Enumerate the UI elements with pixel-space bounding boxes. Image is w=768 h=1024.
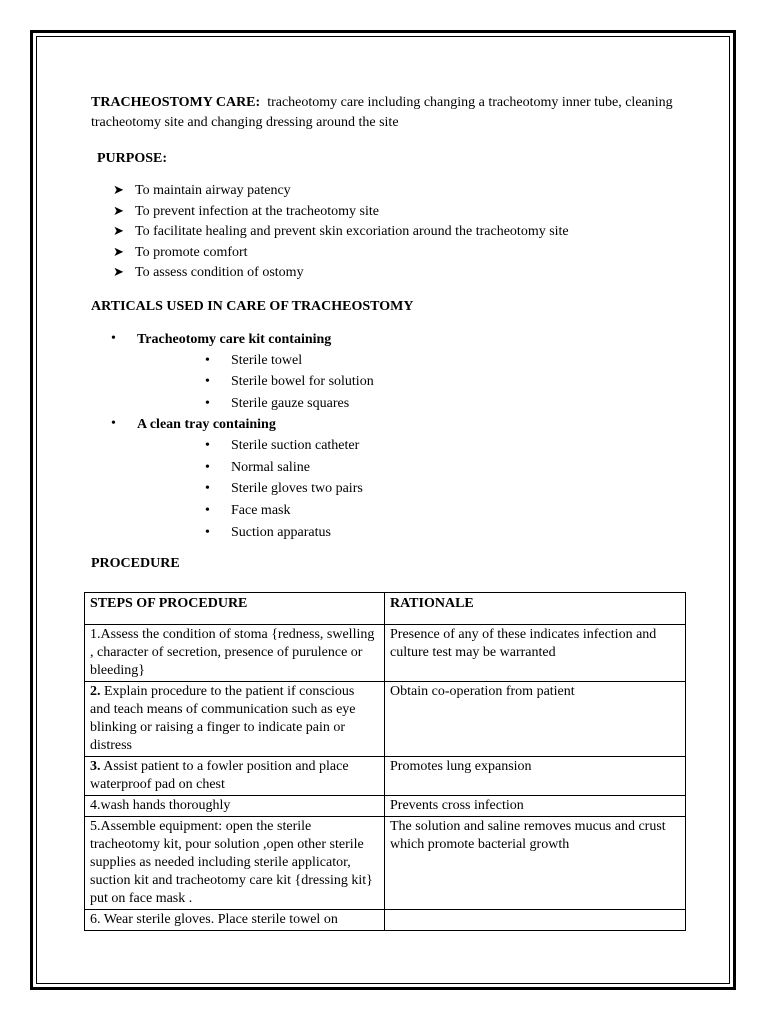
bullet-dot-icon: • [111, 416, 116, 432]
list-item-text: To assess condition of ostomy [135, 265, 304, 280]
table-row [85, 796, 686, 817]
document-body [91, 93, 691, 574]
list-item-text: To prevent infection at the tracheotomy site [135, 203, 379, 219]
intro-text: tracheotomy care including changing a tracheotomy inner tube, cleaning tracheotomy site and changing dressing around the site [91, 95, 673, 130]
step-cell [85, 625, 385, 682]
step-cell [85, 910, 385, 931]
list-item [205, 350, 691, 372]
articles-group [111, 329, 691, 415]
step-text: 4.wash hands thoroughly [90, 798, 231, 813]
articles-group-heading: Tracheotomy care kit containing [137, 331, 332, 347]
step-cell [85, 817, 385, 910]
list-item [113, 202, 691, 223]
column-header-rationale: RATIONALE [385, 593, 686, 625]
bullet-dot-icon: • [205, 352, 210, 368]
articles-sublist [205, 435, 691, 543]
list-item-text: Face mask [231, 503, 291, 519]
list-item [205, 435, 691, 457]
list-item-text: To promote comfort [135, 244, 248, 260]
table-row [85, 682, 686, 757]
list-item [205, 457, 691, 479]
articles-sublist [205, 350, 691, 415]
rationale-cell: Promotes lung expansion [385, 757, 686, 796]
step-text: Assist patient to a fowler position and place waterproof pad on chest [90, 759, 349, 792]
bullet-dot-icon: • [205, 503, 210, 519]
articles-list [111, 329, 691, 544]
bullet-dot-icon: • [111, 330, 116, 346]
step-number: 3. [90, 759, 101, 774]
list-item [205, 500, 691, 522]
arrow-bullet-icon: ➤ [113, 244, 124, 260]
list-item-text: Suction apparatus [231, 524, 331, 540]
table-header-row [85, 593, 686, 625]
step-number: 2. [90, 684, 101, 699]
rationale-cell: Obtain co-operation from patient [385, 682, 686, 757]
table-row [85, 757, 686, 796]
intro-heading: TRACHEOSTOMY CARE: [91, 95, 261, 110]
arrow-bullet-icon: ➤ [113, 265, 124, 280]
list-item [113, 181, 691, 202]
rationale-cell: Presence of any of these indicates infection and culture test may be warranted [385, 625, 686, 682]
bullet-dot-icon: • [205, 524, 210, 540]
table-row [85, 910, 686, 931]
bullet-dot-icon: • [205, 374, 210, 390]
list-item [205, 371, 691, 393]
step-text: 5.Assemble equipment: open the sterile tracheotomy kit, pour solution ,open other sterile supplies as needed including sterile applicator, suction kit and tracheotomy care kit {dressing kit} put on face mask . [90, 819, 373, 906]
bullet-dot-icon: • [205, 395, 210, 411]
list-item-text: Sterile bowel for solution [231, 374, 374, 390]
articles-group [111, 414, 691, 543]
intro-paragraph [91, 93, 691, 133]
list-item [113, 222, 691, 243]
step-cell [85, 757, 385, 796]
arrow-bullet-icon: ➤ [113, 224, 124, 239]
list-item [205, 522, 691, 544]
step-text: 1.Assess the condition of stoma {redness, swelling , character of secretion, presence of purulence or bleeding} [90, 627, 375, 678]
list-item [205, 393, 691, 415]
list-item-text: Normal saline [231, 459, 310, 475]
list-item-text: To facilitate healing and prevent skin excoriation around the tracheotomy site [135, 224, 569, 239]
rationale-cell: The solution and saline removes mucus and crust which promote bacterial growth [385, 817, 686, 910]
list-item-text: Sterile gloves two pairs [231, 481, 363, 497]
purpose-heading: PURPOSE: [97, 151, 167, 166]
step-cell [85, 796, 385, 817]
list-item-text: Sterile gauze squares [231, 395, 350, 411]
arrow-bullet-icon: ➤ [113, 183, 124, 198]
bullet-dot-icon: • [205, 459, 210, 475]
procedure-table [84, 592, 686, 931]
table-row [85, 625, 686, 682]
step-text: Explain procedure to the patient if conscious and teach means of communication such as eye blinking or raising a finger to indicate pain or distress [90, 684, 356, 753]
list-item [113, 243, 691, 264]
arrow-bullet-icon: ➤ [113, 203, 124, 219]
column-header-steps: STEPS OF PROCEDURE [85, 593, 385, 625]
procedure-heading: PROCEDURE [91, 556, 180, 572]
articles-heading: ARTICALS USED IN CARE OF TRACHEOSTOMY [91, 298, 414, 314]
rationale-cell: Prevents cross infection [385, 796, 686, 817]
bullet-dot-icon: • [205, 438, 210, 454]
list-item-text: To maintain airway patency [135, 183, 291, 198]
table-row [85, 817, 686, 910]
rationale-cell [385, 910, 686, 931]
list-item-text: Sterile suction catheter [231, 438, 360, 454]
list-item [205, 478, 691, 500]
step-cell [85, 682, 385, 757]
purpose-list [113, 181, 691, 284]
bullet-dot-icon: • [205, 481, 210, 497]
list-item-text: Sterile towel [231, 352, 303, 368]
list-item [113, 263, 691, 284]
step-text: 6. Wear sterile gloves. Place sterile towel on [90, 912, 338, 927]
articles-group-heading: A clean tray containing [137, 417, 276, 433]
